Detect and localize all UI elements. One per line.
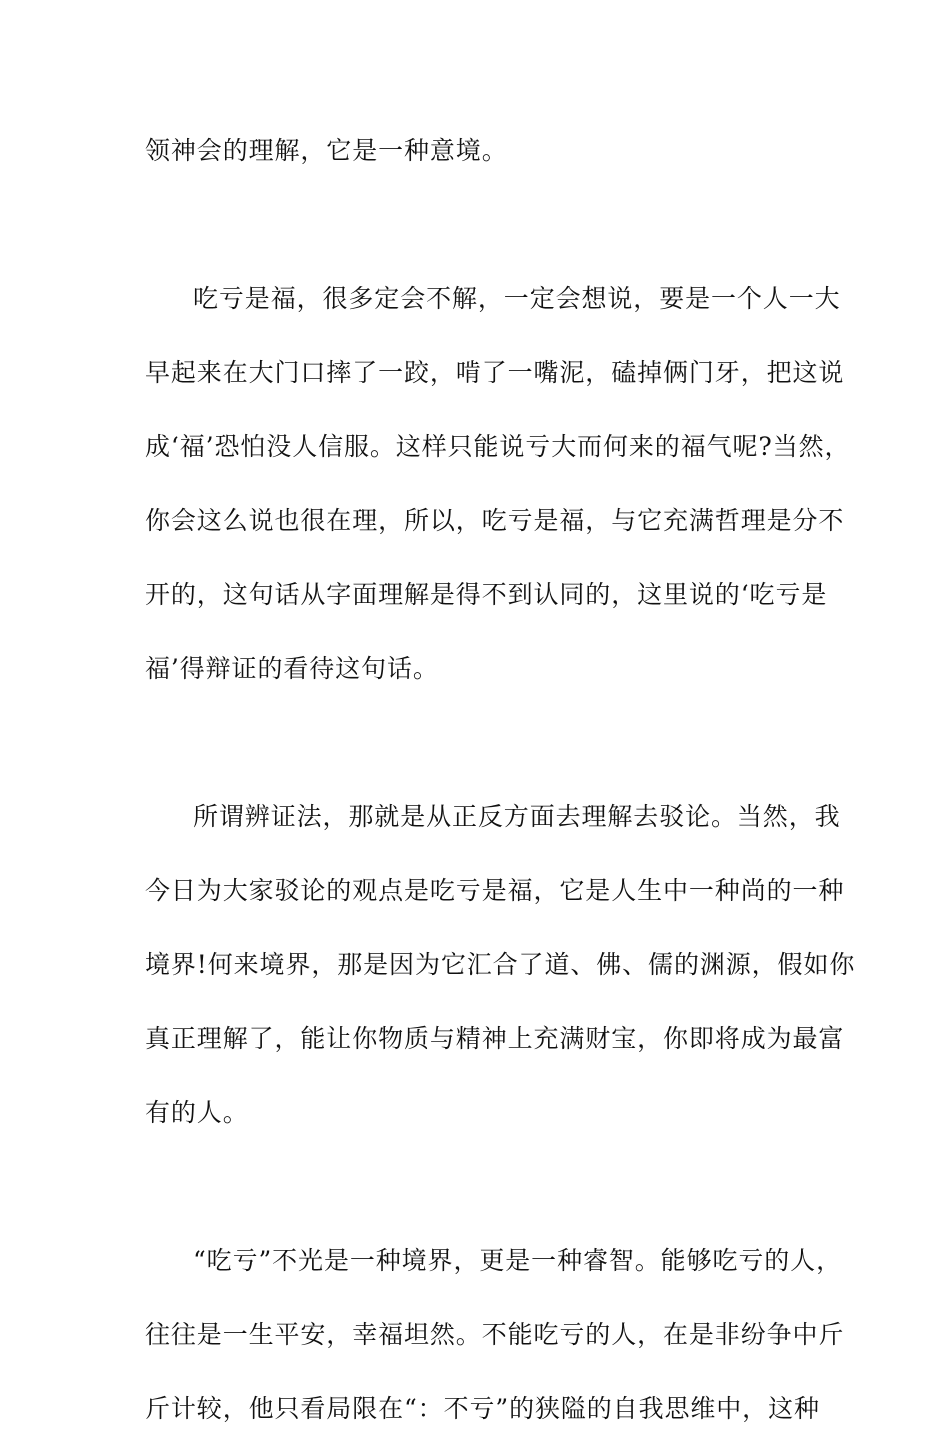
blank-line (145, 715, 811, 789)
blank-line (145, 1159, 811, 1233)
text-line: 你会这么说也很在理，所以，吃亏是福，与它充满哲理是分不 (145, 506, 845, 535)
text-line: 成‘福’恐怕没人信服。这样只能说亏大而何来的福气呢?当然， (145, 432, 851, 461)
blank-line (145, 197, 811, 271)
text-body (145, 123, 856, 1455)
text-line: 今日为大家驳论的观点是吃亏是福，它是人生中一种尚的一种 (145, 876, 845, 905)
paragraph-start-line: 所谓辨证法，那就是从正反方面去理解去驳论。当然，我 (193, 802, 841, 831)
text-line: 真正理解了，能让你物质与精神上充满财宝，你即将成为最富 (145, 1024, 845, 1053)
text-line: 往往是一生平安，幸福坦然。不能吃亏的人，在是非纷争中斤 (145, 1320, 845, 1349)
text-line: 福’得辩证的看待这句话。 (145, 654, 439, 683)
paragraph-start-line: 吃亏是福，很多定会不解，一定会想说，要是一个人一大 (193, 284, 841, 313)
text-line: 早起来在大门口摔了一跤，啃了一嘴泥，磕掉俩门牙，把这说 (145, 358, 845, 387)
paragraph-start-line: “吃亏”不光是一种境界，更是一种睿智。能够吃亏的人， (193, 1246, 842, 1275)
text-line: 境界!何来境界，那是因为它汇合了道、佛、儒的渊源，假如你 (145, 950, 856, 979)
text-line: 开的，这句话从字面理解是得不到认同的，这里说的‘吃亏是 (145, 580, 828, 609)
text-line: 斤计较，他只看局限在“：不亏”的狭隘的自我思维中，这种 (145, 1394, 820, 1423)
text-line: 有的人。 (145, 1098, 249, 1127)
text-line: 领神会的理解，它是一种意境。 (145, 136, 508, 165)
